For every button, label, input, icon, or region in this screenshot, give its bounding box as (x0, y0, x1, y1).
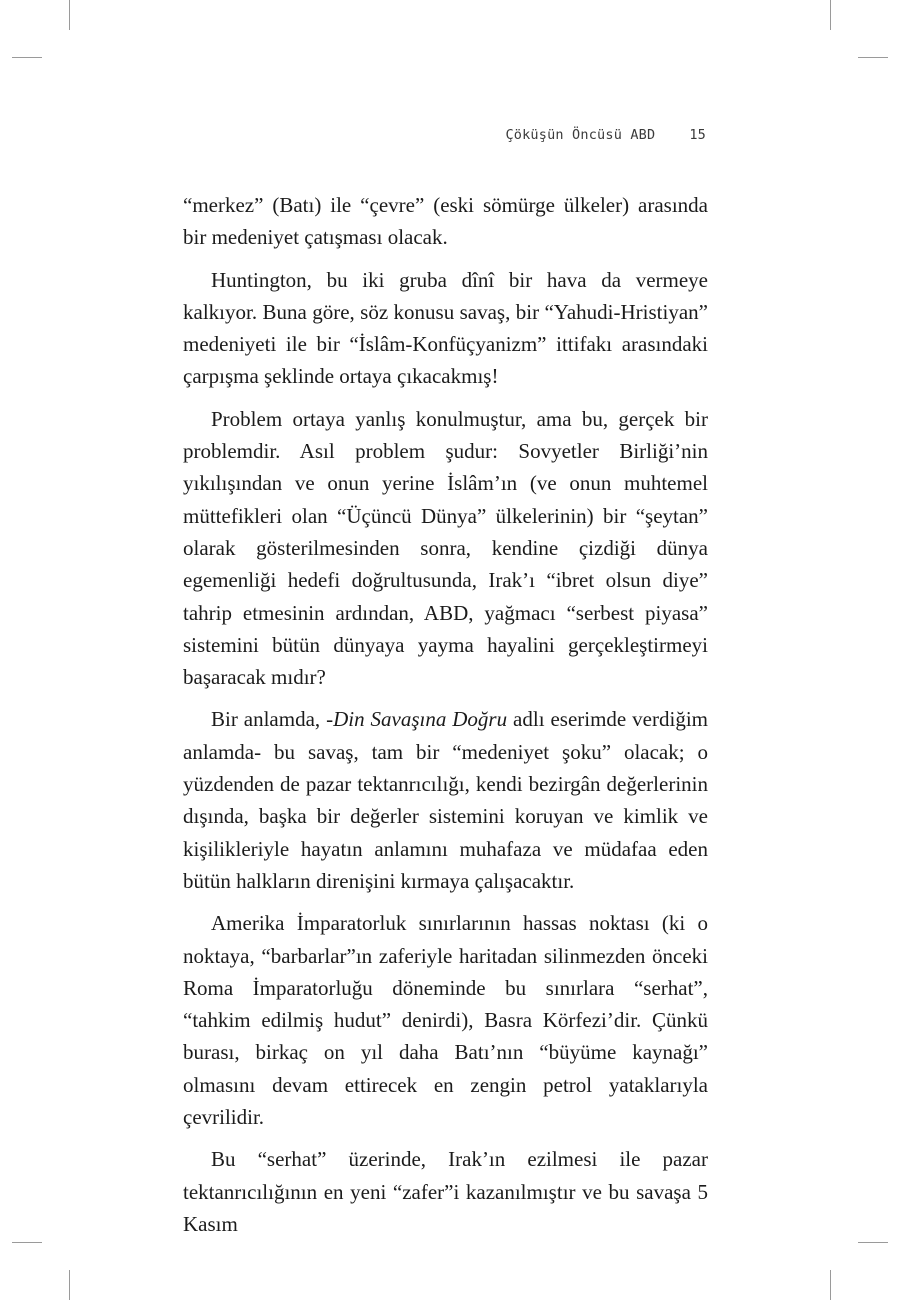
paragraph-4 (183, 703, 708, 897)
body-text (183, 189, 708, 1240)
book-title: Din Savaşına Doğru (333, 707, 508, 732)
running-title: Çöküşün Öncüsü ABD (505, 127, 656, 143)
crop-mark-bottom-left (69, 1270, 70, 1300)
crop-mark-top-right (830, 0, 831, 30)
paragraph-4-rest: adlı eserimde verdiğim anlamda- bu savaş, tam bir “medeniyet şoku” olacak; o yüzdenden de pazar tektanrıcılığı, kendi bezirgân değerlerinin dışında, başka bir değerler sistemini koruyan ve kimlik ve kişilikleriyle hayatın anlamını muhafaza ve müdafaa eden bütün halkların direnişini kırmaya çalışacaktır. (183, 707, 708, 893)
paragraph-3: Problem ortaya yanlış konulmuştur, ama bu, gerçek bir problemdir. Asıl problem şudur: Sovyetler Birliği’nin yıkılışından ve onun yerine İslâm’ın (ve onun muhtemel müttefikleri olan “Üçüncü Dünya” ülkelerinin) bir “şeytan” olarak gösterilmesinden sonra, kendine çizdiği dünya egemenliği hedefi doğrultusunda, Irak’ı “ibret olsun diye” tahrip etmesinin ardından, ABD, yağmacı “serbest piyasa” sistemini bütün dünyaya yayma hayalini gerçekleştirmeyi başaracak mıdır? (183, 406, 708, 690)
crop-mark-left-upper (12, 57, 42, 58)
crop-mark-left-lower (12, 1242, 42, 1243)
running-header (460, 127, 706, 143)
paragraph-5: Amerika İmparatorluk sınırlarının hassas noktası (ki o noktaya, “barbarlar”ın zaferiyle haritadan silinmezden önceki Roma İmparatorluğu döneminde bu sınırlara “serhat”, “tahkim edilmiş hudut” denirdi), Basra Körfezi’dir. Çünkü burası, birkaç on yıl daha Batı’nın “büyüme kaynağı” olmasını devam ettirecek en zengin petrol yataklarıyla çevrilidir. (183, 911, 708, 1130)
paragraph-2: Huntington, bu iki gruba dînî bir hava da vermeye kalkıyor. Buna göre, söz konusu savaş, bir “Yahudi-Hristiyan” medeniyeti ile bir “İslâm-Konfüçyanizm” ittifakı arasındaki çarpışma şeklinde ortaya çıkacakmış! (183, 267, 708, 389)
crop-mark-top-left (69, 0, 70, 30)
crop-mark-bottom-right (830, 1270, 831, 1300)
page-number: 15 (689, 127, 706, 143)
crop-mark-right-lower (858, 1242, 888, 1243)
crop-mark-right-upper (858, 57, 888, 58)
paragraph-4-lead: Bir anlamda, - (211, 707, 334, 732)
paragraph-1: “merkez” (Batı) ile “çevre” (eski sömürge ülkeler) arasında bir medeniyet çatışması olacak. (183, 193, 708, 250)
paragraph-6: Bu “serhat” üzerinde, Irak’ın ezilmesi ile pazar tektanrıcılığının en yeni “zafer”i kazanılmıştır ve bu savaşa 5 Kasım (183, 1147, 708, 1236)
